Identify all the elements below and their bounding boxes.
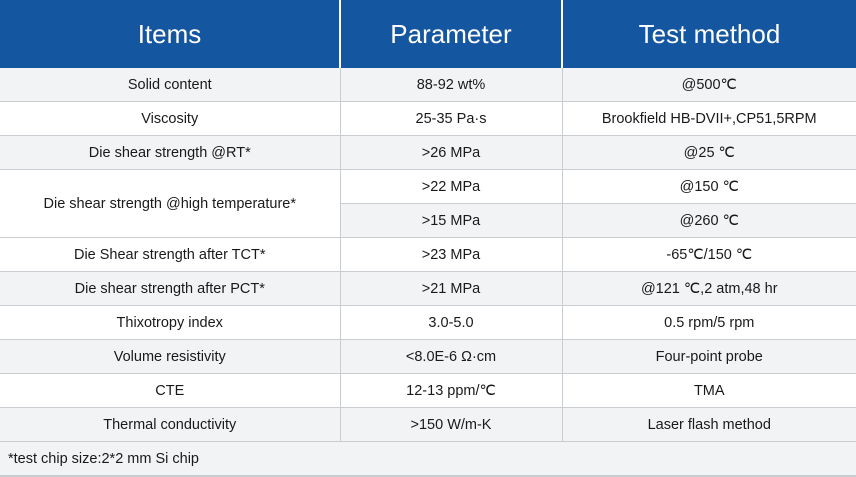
cell-parameter: >26 MPa [340,136,562,170]
table-row [0,306,856,340]
table-row [0,272,856,306]
cell-item: Thixotropy index [0,306,340,340]
cell-test-method: @260 ℃ [562,204,856,238]
table-row [0,136,856,170]
cell-test-method: Laser flash method [562,408,856,442]
column-header-items: Items [0,0,340,68]
cell-item: Thermal conductivity [0,408,340,442]
cell-item: Die Shear strength after TCT* [0,238,340,272]
cell-parameter: >150 W/m-K [340,408,562,442]
cell-test-method: @25 ℃ [562,136,856,170]
table-row [0,340,856,374]
table-row [0,68,856,102]
cell-test-method: @150 ℃ [562,170,856,204]
cell-parameter: 3.0-5.0 [340,306,562,340]
cell-item: Die shear strength @high temperature* [0,170,340,238]
cell-item: CTE [0,374,340,408]
cell-parameter: <8.0E-6 Ω·cm [340,340,562,374]
table-row [0,170,856,204]
table-row [0,102,856,136]
column-header-test-method: Test method [562,0,856,68]
cell-test-method: @121 ℃,2 atm,48 hr [562,272,856,306]
cell-parameter: >21 MPa [340,272,562,306]
column-header-parameter: Parameter [340,0,562,68]
table-header [0,0,856,68]
cell-item: Die shear strength after PCT* [0,272,340,306]
cell-item: Viscosity [0,102,340,136]
cell-test-method: Brookfield HB-DVII+,CP51,5RPM [562,102,856,136]
cell-item: Solid content [0,68,340,102]
cell-parameter: 12-13 ppm/℃ [340,374,562,408]
cell-test-method: -65℃/150 ℃ [562,238,856,272]
cell-parameter: >23 MPa [340,238,562,272]
cell-item: Volume resistivity [0,340,340,374]
table-body [0,68,856,475]
cell-test-method: TMA [562,374,856,408]
cell-test-method: Four-point probe [562,340,856,374]
cell-test-method: 0.5 rpm/5 rpm [562,306,856,340]
cell-test-method: @500℃ [562,68,856,102]
header-row [0,0,856,68]
cell-item: Die shear strength @RT* [0,136,340,170]
table-row [0,374,856,408]
table-row [0,238,856,272]
footnote-text: *test chip size:2*2 mm Si chip [0,442,856,476]
cell-parameter: >22 MPa [340,170,562,204]
table-row [0,408,856,442]
cell-parameter: 88-92 wt% [340,68,562,102]
cell-parameter: >15 MPa [340,204,562,238]
cell-parameter: 25-35 Pa·s [340,102,562,136]
